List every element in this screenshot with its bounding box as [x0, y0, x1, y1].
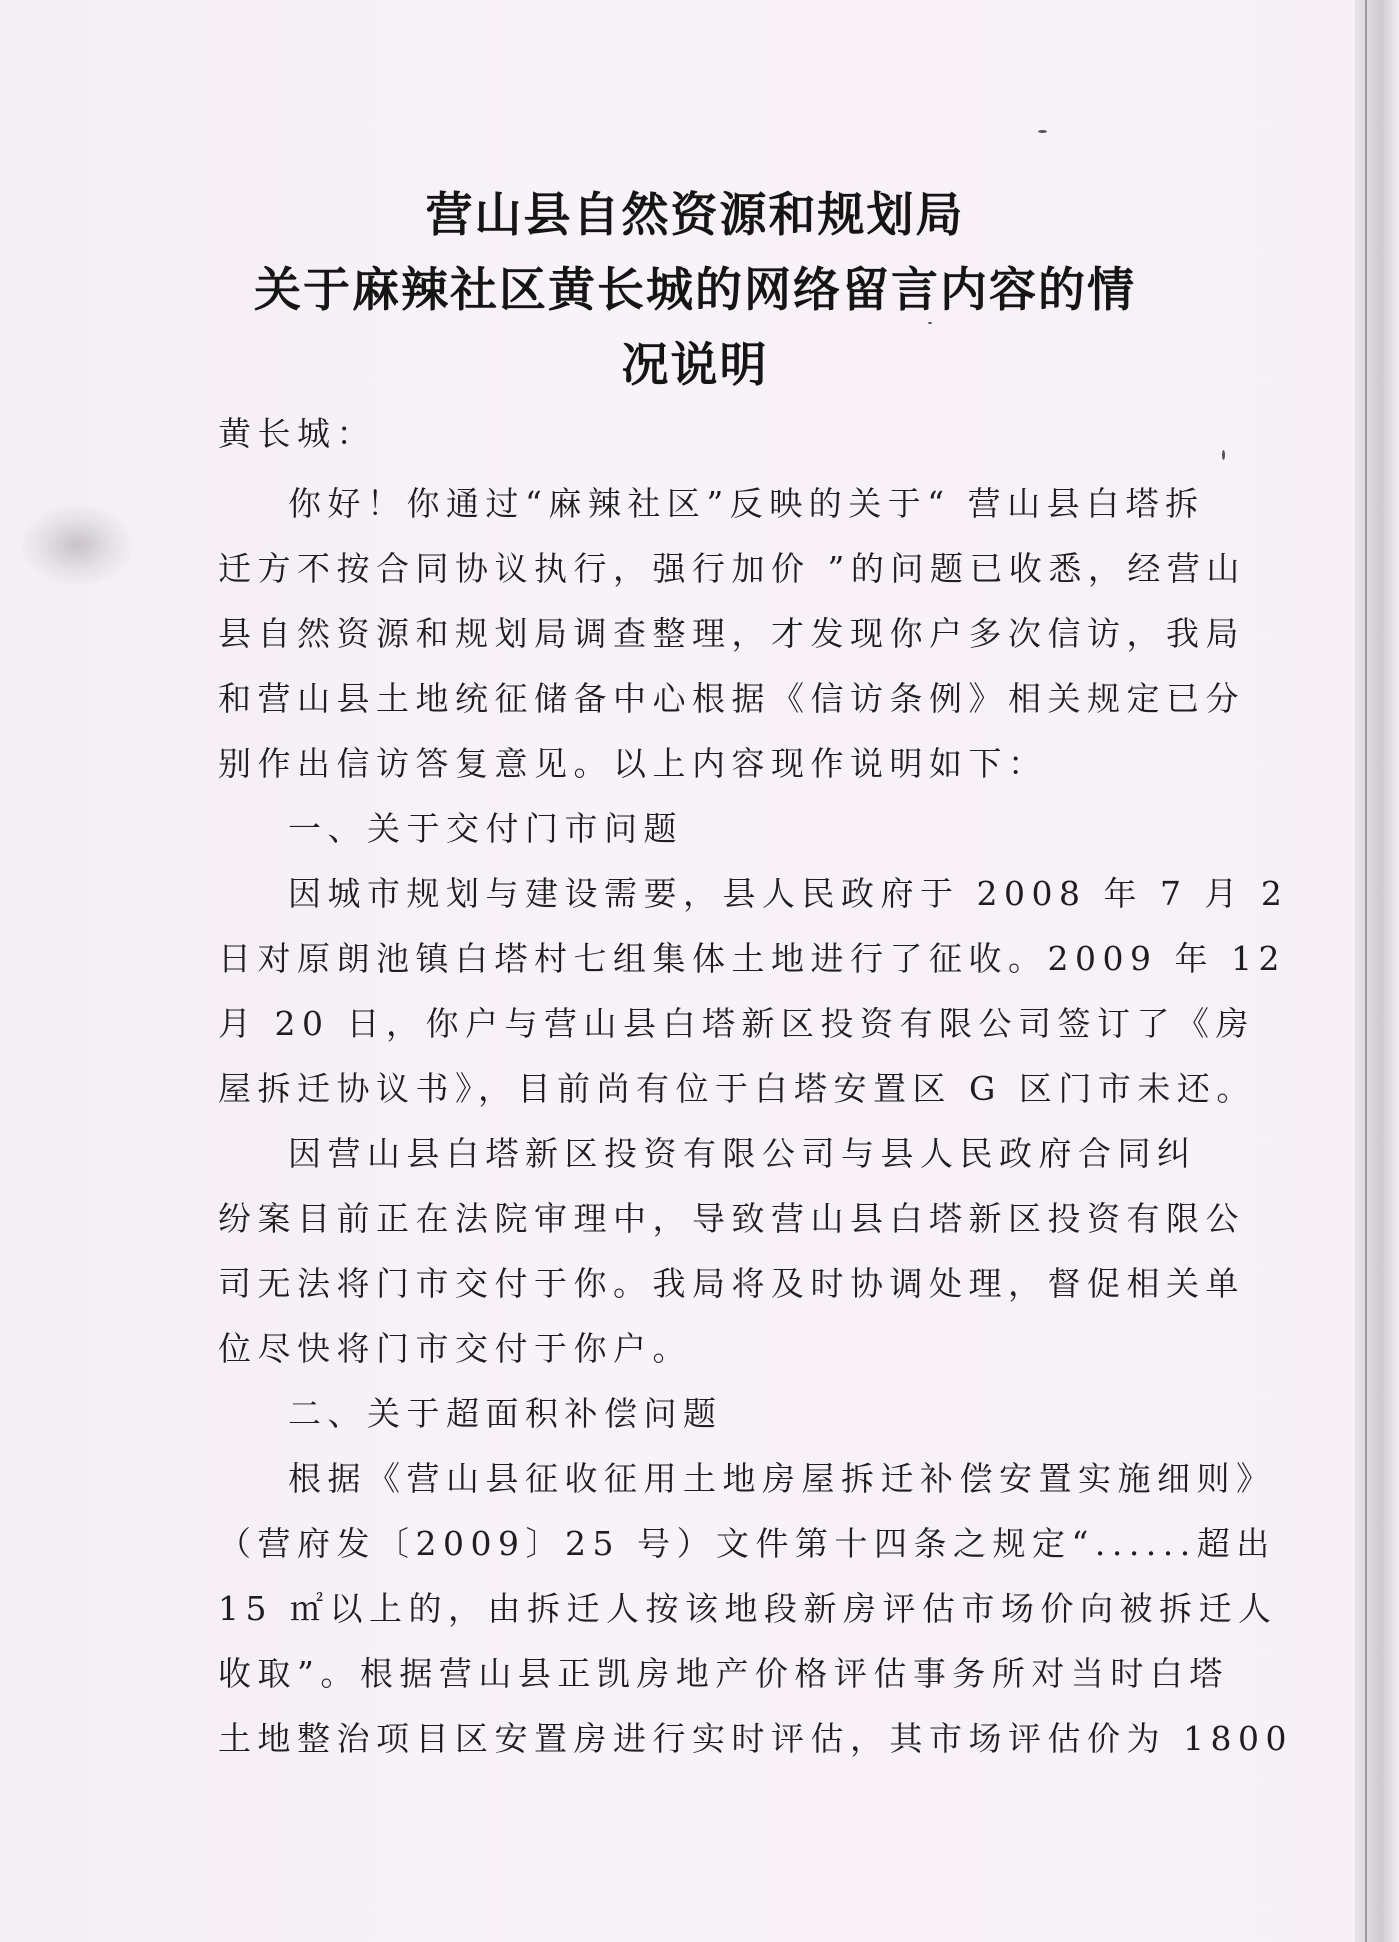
body-line: 因营山县白塔新区投资有限公司与县人民政府合同纠	[288, 1134, 1197, 1173]
dust-speck	[928, 322, 932, 324]
body-line: 你好！你通过“麻辣社区”反映的关于“ 营山县白塔拆	[288, 484, 1205, 523]
section-heading-1: 一、关于交付门市问题	[288, 809, 683, 848]
salutation: 黄长城：	[218, 414, 376, 453]
body-line: 根据《营山县征收征用土地房屋拆迁补偿安置实施细则》	[288, 1459, 1276, 1498]
document-title-line-1: 营山县自然资源和规划局	[425, 188, 965, 243]
document-title-line-3: 况说明	[621, 338, 769, 393]
body-line: 司无法将门市交付于你。我局将及时协调处理，督促相关单	[218, 1264, 1245, 1303]
body-line: 纷案目前正在法院审理中，导致营山县白塔新区投资有限公	[218, 1199, 1245, 1238]
body-line: 15 ㎡以上的，由拆迁人按该地段新房评估市场价向被拆迁人	[218, 1589, 1278, 1628]
body-line: 别作出信访答复意见。以上内容现作说明如下：	[218, 744, 1048, 783]
body-line: 月 20 日，你户与营山县白塔新区投资有限公司签订了《房	[218, 1004, 1255, 1043]
dust-speck	[1038, 130, 1047, 133]
scan-edge-line	[1365, 0, 1367, 1942]
body-line: 土地整治项目区安置房进行实时评估，其市场评估价为 1800	[218, 1719, 1293, 1758]
body-line: 迁方不按合同协议执行，强行加价 ”的问题已收悉，经营山	[218, 549, 1246, 588]
body-line: 县自然资源和规划局调查整理，才发现你户多次信访，我局	[218, 614, 1245, 653]
document-title-line-2: 关于麻辣社区黄长城的网络留言内容的情	[254, 263, 1136, 318]
scan-edge	[1355, 0, 1399, 1942]
body-line: 因城市规划与建设需要，县人民政府于 2008 年 7 月 2	[288, 874, 1289, 913]
body-line: 收取”。根据营山县正凯房地产价格评估事务所对当时白塔	[218, 1654, 1229, 1693]
section-heading-2: 二、关于超面积补偿问题	[288, 1394, 723, 1433]
body-line: 日对原朗池镇白塔村七组集体土地进行了征收。2009 年 12	[218, 939, 1286, 978]
ink-smudge	[22, 505, 132, 585]
dust-speck	[1222, 450, 1225, 460]
body-line: 和营山县土地统征储备中心根据《信访条例》相关规定已分	[218, 679, 1245, 718]
body-line: （营府发〔2009〕25 号）文件第十四条之规定“......超出	[218, 1524, 1276, 1563]
body-line: 位尽快将门市交付于你户。	[218, 1329, 692, 1368]
body-line: 屋拆迁协议书》，目前尚有位于白塔安置区 G 区门市未还。	[218, 1069, 1256, 1108]
